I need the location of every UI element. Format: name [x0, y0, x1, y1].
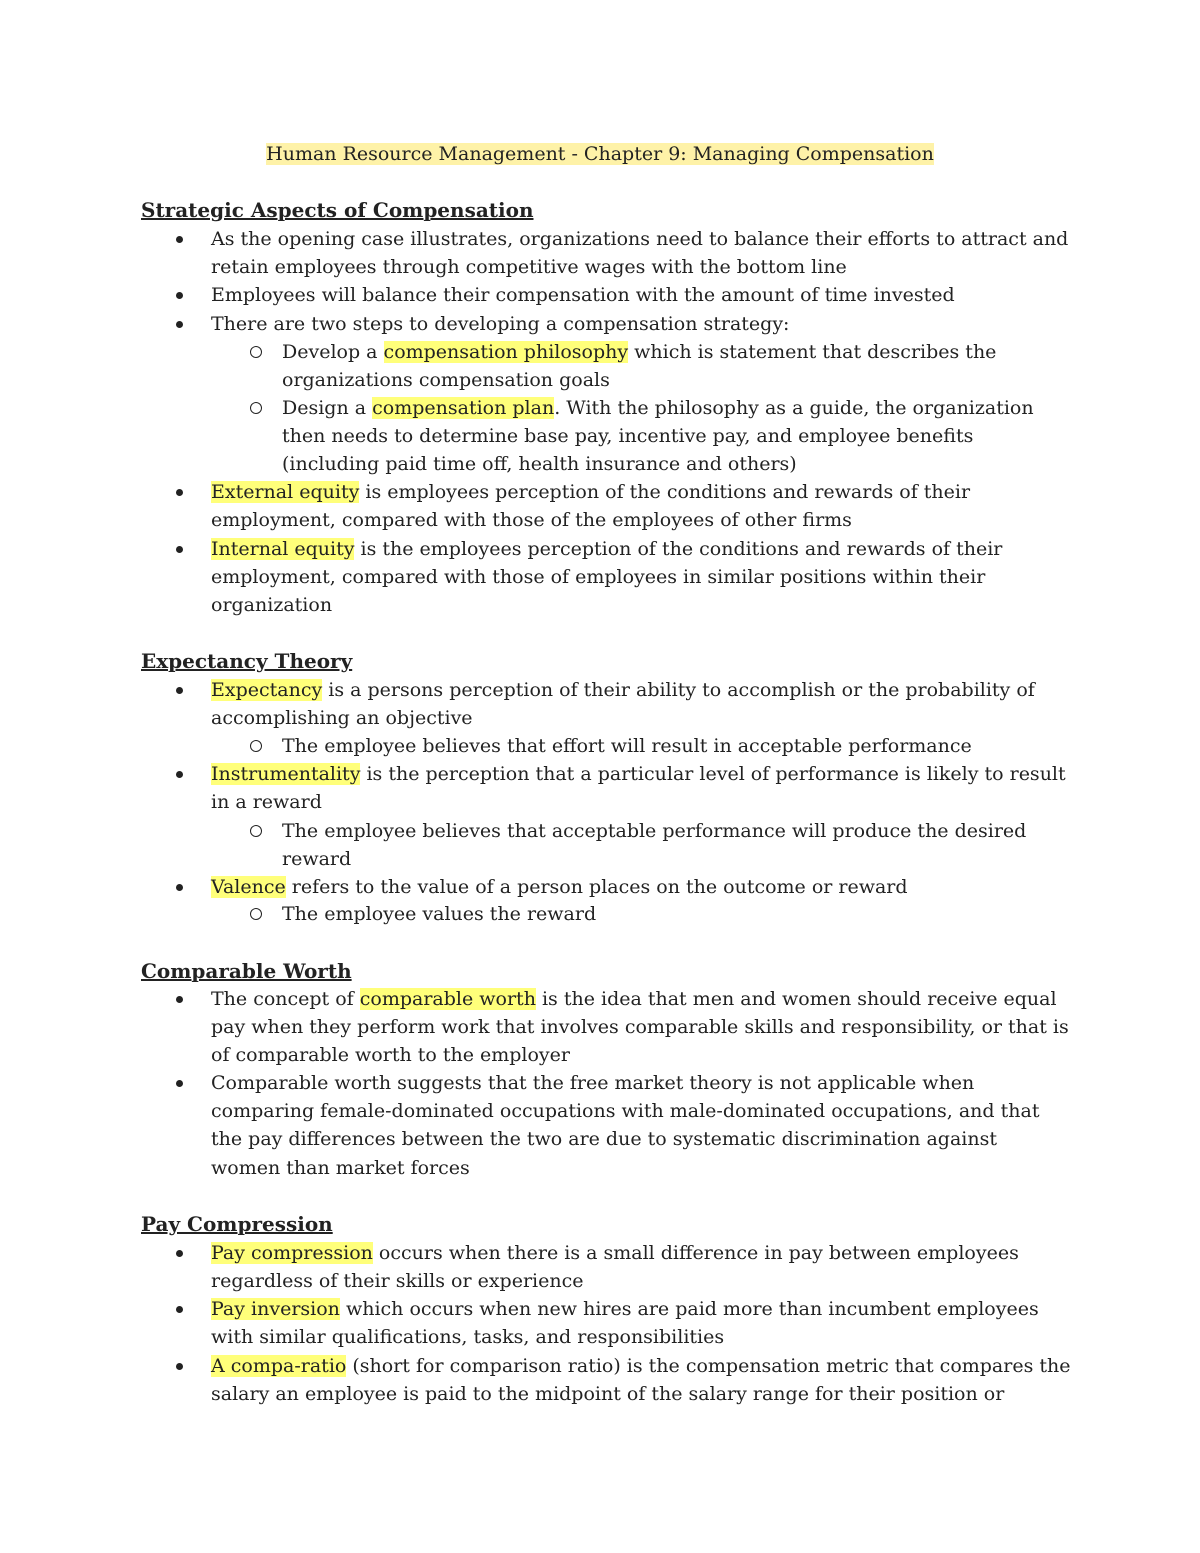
- section-heading-strategic-aspects: Strategic Aspects of Compensation: [141, 198, 534, 222]
- list-item: Internal equity is the employees perception of the conditions and rewards of their employment, compared with those of employees in similar positions within their organization: [211, 535, 1071, 620]
- sub-list-item: The employee believes that effort will result in acceptable performance: [282, 732, 1072, 760]
- sub-list-item: Develop a compensation philosophy which is statement that describes the organizations compensation goals: [282, 338, 1072, 394]
- list-item: Instrumentality is the perception that a particular level of performance is likely to result in a reward: [211, 760, 1071, 816]
- list-item: Valence refers to the value of a person places on the outcome or reward: [211, 873, 1071, 901]
- sub-list-item: Design a compensation plan. With the philosophy as a guide, the organization then needs to determine base pay, incentive pay, and employee benefits (including paid time off, health insurance and others): [282, 394, 1072, 479]
- section-heading-expectancy-theory: Expectancy Theory: [141, 649, 353, 673]
- highlighted-term: Instrumentality: [211, 763, 361, 785]
- list-item: Employees will balance their compensation with the amount of time invested: [211, 281, 1071, 309]
- list-item: A compa-ratio (short for comparison ratio) is the compensation metric that compares the salary an employee is paid to the midpoint of the salary range for their position or: [211, 1352, 1071, 1408]
- highlighted-term: External equity: [211, 481, 360, 503]
- highlighted-term: comparable worth: [359, 988, 536, 1010]
- document-title-text: Human Resource Management - Chapter 9: Managing Compensation: [266, 143, 934, 165]
- list-item: There are two steps to developing a compensation strategy:: [211, 310, 1071, 338]
- highlighted-term: compensation philosophy: [383, 341, 629, 363]
- highlighted-term: Pay compression: [211, 1242, 373, 1264]
- sub-list-item: The employee believes that acceptable performance will produce the desired reward: [282, 817, 1072, 873]
- list-item: The concept of comparable worth is the idea that men and women should receive equal pay when they perform work that involves comparable skills and responsibility, or that is of comparable worth to the employer: [211, 985, 1071, 1070]
- highlighted-term: Valence: [211, 876, 286, 898]
- list-item: Expectancy is a persons perception of their ability to accomplish or the probability of accomplishing an objective: [211, 676, 1071, 732]
- highlighted-term: Expectancy: [211, 679, 323, 701]
- sub-list-item: The employee values the reward: [282, 900, 1072, 928]
- document-title: [0, 140, 1200, 168]
- highlighted-term: A compa-ratio: [211, 1355, 347, 1377]
- list-item: External equity is employees perception of the conditions and rewards of their employment, compared with those of the employees of other firms: [211, 478, 1071, 534]
- section-heading-comparable-worth: Comparable Worth: [141, 959, 352, 983]
- list-item: Comparable worth suggests that the free market theory is not applicable when comparing female-dominated occupations with male-dominated occupations, and that the pay differences between the two are due to systematic discrimination against women than market forces: [211, 1069, 1071, 1182]
- list-item: Pay compression occurs when there is a small difference in pay between employees regardless of their skills or experience: [211, 1239, 1071, 1295]
- list-item: Pay inversion which occurs when new hires are paid more than incumbent employees with similar qualifications, tasks, and responsibilities: [211, 1295, 1071, 1351]
- highlighted-term: Internal equity: [211, 538, 355, 560]
- highlighted-term: Pay inversion: [211, 1298, 340, 1320]
- highlighted-term: compensation plan: [372, 397, 555, 419]
- section-heading-pay-compression: Pay Compression: [141, 1212, 333, 1236]
- list-item: As the opening case illustrates, organizations need to balance their efforts to attract and retain employees through competitive wages with the bottom line: [211, 225, 1071, 281]
